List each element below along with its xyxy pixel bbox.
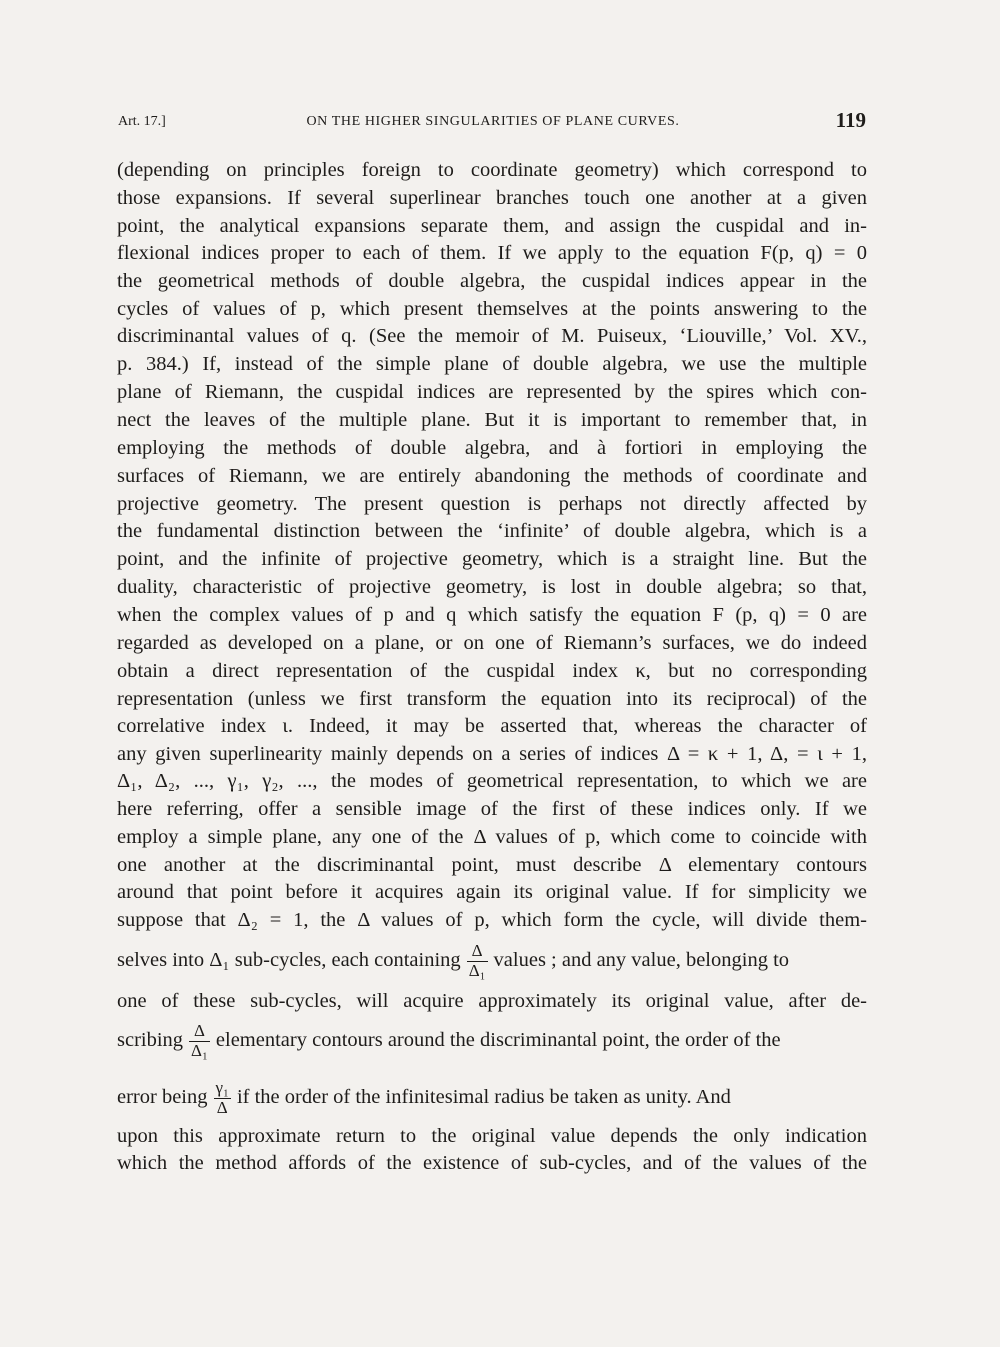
text-line: around that point before it acquires again its original value. If for simplicity we [117, 881, 867, 903]
text-line: projective geometry. The present question is perhaps not directly affected by [117, 493, 867, 515]
page-number: 119 [835, 108, 866, 132]
text-line: upon this approximate return to the original value depends the only indication [117, 1125, 867, 1147]
text-line-with-fraction [117, 1015, 867, 1065]
text-line: nect the leaves of the multiple plane. But it is important to remember that, in [117, 409, 867, 431]
text-line: which the method affords of the existence of sub-cycles, and of the values of the [117, 1152, 867, 1174]
fraction-denominator: Δ [216, 1097, 228, 1117]
article-reference: Art. 17.] [118, 114, 166, 129]
text-line: point, and the infinite of projective geometry, which is a straight line. But the [117, 548, 867, 570]
text-line: those expansions. If several superlinear branches touch one another at a given [117, 187, 867, 209]
text-line: here referring, offer a sensible image of the first of these indices only. If we [117, 798, 867, 820]
text-line: the geometrical methods of double algebra, the cuspidal indices appear in the [117, 270, 867, 292]
text-segment: scribing [117, 1029, 184, 1051]
text-line: surfaces of Riemann, we are entirely abandoning the methods of coordinate and [117, 465, 867, 487]
text-segment: elementary contours around the discriminantal point, the order of the [215, 1029, 781, 1051]
text-line: regarded as developed on a plane, or on one of Riemann’s surfaces, we do indeed [117, 632, 867, 654]
fraction-numerator: γ₁ [215, 1078, 229, 1098]
fraction-denominator: Δ₁ [468, 960, 486, 980]
text-line: when the complex values of p and q which satisfy the equation F (p, q) = 0 are [117, 604, 867, 626]
text-line: p. 384.) If, instead of the simple plane of double algebra, we use the multiple [117, 353, 867, 375]
text-line: correlative index ι. Indeed, it may be asserted that, whereas the character of [117, 715, 867, 737]
text-line: Δ₁, Δ₂, ..., γ₁, γ₂, ..., the modes of geometrical representation, to which we are [117, 770, 867, 792]
text-segment: values ; and any value, belonging to [493, 949, 790, 971]
text-line: the fundamental distinction between the ‘infinite’ of double algebra, which is a [117, 520, 867, 542]
fraction-denominator: Δ₁ [191, 1040, 208, 1060]
fraction [214, 1079, 231, 1117]
text-line: cycles of values of p, which present themselves at the points answering to the [117, 298, 867, 320]
text-segment: if the order of the infinitesimal radius be taken as unity. And [236, 1086, 731, 1108]
text-line: flexional indices proper to each of them. If we apply to the equation F(p, q) = 0 [117, 242, 867, 264]
text-line: suppose that Δ₂ = 1, the Δ values of p, which form the cycle, will divide them- [117, 909, 867, 931]
text-segment: error being [117, 1086, 208, 1108]
text-segment: selves into Δ₁ sub-cycles, each containing [117, 949, 461, 971]
text-line-with-fraction [117, 1072, 867, 1122]
text-line: any given superlinearity mainly depends on a series of indices Δ = κ + 1, Δ, = ι + 1, [117, 743, 867, 765]
text-line: one of these sub-cycles, will acquire approximately its original value, after de- [117, 990, 867, 1012]
text-line: plane of Riemann, the cuspidal indices are represented by the spires which con- [117, 381, 867, 403]
running-header [118, 110, 868, 136]
fraction [467, 942, 488, 980]
text-line: point, the analytical expansions separate them, and assign the cuspidal and in- [117, 215, 867, 237]
fraction [189, 1022, 210, 1060]
text-line: representation (unless we first transform the equation into its reciprocal) of the [117, 688, 867, 710]
text-line: one another at the discriminantal point, must describe Δ elementary contours [117, 854, 867, 876]
text-line: employ a simple plane, any one of the Δ values of p, which come to coincide with [117, 826, 867, 848]
fraction-numerator: Δ [467, 942, 488, 962]
text-line: duality, characteristic of projective geometry, is lost in double algebra; so that, [117, 576, 867, 598]
text-line-with-fraction [117, 935, 867, 985]
text-line: discriminantal values of q. (See the memoir of M. Puiseux, ‘Liouville,’ Vol. XV., [117, 325, 867, 347]
running-title: ON THE HIGHER SINGULARITIES OF PLANE CURVES. [306, 114, 680, 129]
fraction-numerator: Δ [189, 1022, 210, 1042]
text-line: (depending on principles foreign to coordinate geometry) which correspond to [117, 159, 867, 181]
text-line: obtain a direct representation of the cuspidal index κ, but no corresponding [117, 660, 867, 682]
text-line: employing the methods of double algebra, and à fortiori in employing the [117, 437, 867, 459]
